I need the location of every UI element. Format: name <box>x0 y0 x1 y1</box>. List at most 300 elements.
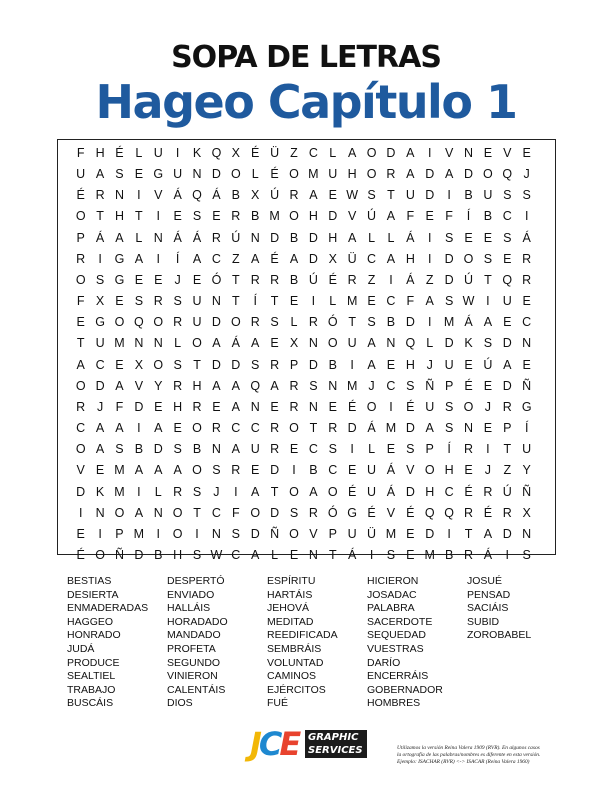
grid-letter: C <box>386 294 396 309</box>
grid-letter: S <box>212 463 221 478</box>
grid-letter: R <box>502 399 512 414</box>
grid-letter: Á <box>347 547 357 562</box>
grid-letter: Q <box>211 146 222 160</box>
grid-letter: T <box>270 294 279 309</box>
grid-letter: U <box>328 167 338 182</box>
grid-letter: D <box>308 251 318 266</box>
grid-letter: O <box>172 526 183 541</box>
grid-letter: X <box>251 188 260 203</box>
grid-letter: A <box>231 399 240 414</box>
grid-letter: T <box>484 272 492 287</box>
grid-letter: N <box>328 378 338 393</box>
grid-letter: T <box>232 272 240 287</box>
grid-letter: I <box>137 484 141 499</box>
grid-letter: L <box>426 336 434 351</box>
grid-letter: V <box>386 505 396 520</box>
grid-letter: N <box>153 336 163 351</box>
grid-letter: C <box>76 421 86 436</box>
grid-letter: S <box>115 442 124 457</box>
grid-letter: A <box>134 505 144 520</box>
word-list-item: CAMINOS <box>267 670 317 683</box>
grid-letter: N <box>308 336 318 351</box>
word-list-item: SEGUNDO <box>167 656 221 669</box>
grid-letter: É <box>328 272 337 287</box>
grid-letter: I <box>427 315 432 330</box>
grid-letter: O <box>114 315 125 330</box>
grid-letter: Á <box>192 230 202 245</box>
word-list-item: VOLUNTAD <box>267 656 324 669</box>
grid-letter: A <box>95 442 105 457</box>
grid-letter: C <box>308 146 318 160</box>
word-list-item: JOSUÉ <box>467 575 503 587</box>
grid-letter: T <box>309 421 318 436</box>
grid-letter: A <box>444 167 454 182</box>
grid-letter: A <box>289 251 299 266</box>
grid-letter: X <box>328 251 337 266</box>
grid-letter: Z <box>232 251 240 266</box>
grid-letter: F <box>406 294 415 309</box>
grid-letter: A <box>95 167 105 182</box>
grid-letter: É <box>347 484 357 499</box>
grid-letter: S <box>503 188 512 203</box>
grid-letter: T <box>348 315 356 330</box>
grid-letter: V <box>76 463 85 478</box>
grid-letter: D <box>328 209 338 224</box>
grid-letter: Q <box>502 272 513 287</box>
grid-letter: O <box>327 336 338 351</box>
grid-letter: H <box>425 484 435 499</box>
jce-graphic-services-logo <box>250 726 365 762</box>
grid-letter: R <box>192 399 202 414</box>
grid-letter: M <box>443 315 455 330</box>
grid-letter: M <box>114 336 125 351</box>
grid-letter: D <box>502 336 512 351</box>
grid-letter: H <box>444 463 454 478</box>
grid-letter: A <box>483 315 493 330</box>
grid-letter: M <box>114 484 125 499</box>
word-list-item: CALENTÁIS <box>167 683 226 696</box>
word-list-item: VUESTRAS <box>367 642 424 655</box>
grid-letter: A <box>154 421 163 436</box>
grid-letter: L <box>135 230 143 245</box>
grid-letter: R <box>211 230 221 245</box>
grid-letter: I <box>311 294 316 309</box>
word-list-item: HAGGEO <box>67 615 114 628</box>
grid-letter: R <box>270 421 280 436</box>
grid-letter: A <box>425 421 434 436</box>
grid-letter: L <box>135 146 143 160</box>
grid-letter: R <box>173 378 183 393</box>
grid-letter: E <box>95 463 105 478</box>
grid-letter: B <box>289 272 299 287</box>
grid-letter: E <box>503 315 512 330</box>
grid-letter: V <box>154 188 163 203</box>
grid-letter: N <box>114 188 124 203</box>
grid-letter: A <box>251 251 260 266</box>
grid-letter: I <box>98 526 102 541</box>
grid-letter: E <box>134 272 144 287</box>
grid-letter: F <box>445 209 453 224</box>
grid-letter: O <box>250 505 261 520</box>
grid-letter: D <box>211 315 221 330</box>
grid-letter: H <box>95 146 105 160</box>
grid-letter: N <box>192 167 202 182</box>
grid-letter: E <box>154 399 163 414</box>
grid-letter: É <box>115 146 124 160</box>
grid-letter: B <box>464 188 473 203</box>
grid-letter: D <box>308 357 318 372</box>
grid-letter: G <box>114 251 125 266</box>
grid-letter: Ó <box>211 272 222 287</box>
logo-line-1: GRAPHIC <box>308 732 359 743</box>
grid-letter: R <box>270 272 280 287</box>
grid-letter: R <box>270 442 280 457</box>
grid-letter: O <box>75 272 86 287</box>
grid-letter: S <box>95 272 105 287</box>
grid-letter: T <box>135 209 143 224</box>
grid-letter: I <box>427 146 432 160</box>
grid-letter: A <box>231 442 240 457</box>
grid-letter: A <box>76 357 85 372</box>
grid-letter: I <box>350 357 354 372</box>
letter-grid <box>71 143 536 566</box>
grid-letter: O <box>153 315 164 330</box>
grid-letter: E <box>76 315 85 330</box>
grid-letter: D <box>405 484 415 499</box>
grid-letter: G <box>153 167 164 182</box>
grid-letter: A <box>95 421 105 436</box>
grid-letter: B <box>328 357 337 372</box>
grid-letter: A <box>503 357 512 372</box>
grid-letter: N <box>308 547 318 562</box>
grid-letter: X <box>95 294 105 309</box>
grid-letter: A <box>406 167 415 182</box>
grid-letter: A <box>425 294 434 309</box>
grid-letter: D <box>444 336 454 351</box>
grid-letter: Ú <box>502 484 512 499</box>
grid-letter: T <box>387 188 395 203</box>
grid-letter: U <box>425 399 435 414</box>
word-list-item: HARTÁIS <box>267 588 313 601</box>
word-list-item: ENMADERADAS <box>67 602 149 615</box>
grid-letter: Í <box>175 251 180 266</box>
grid-letter: R <box>289 188 299 203</box>
word-list-item: REEDIFICADA <box>267 629 338 642</box>
grid-letter: R <box>463 442 474 457</box>
grid-letter: Ñ <box>522 378 532 393</box>
grid-letter: Q <box>502 167 513 182</box>
grid-letter: A <box>154 463 163 478</box>
grid-letter: L <box>387 230 395 245</box>
grid-letter: I <box>486 294 490 309</box>
grid-letter: A <box>309 484 318 499</box>
grid-letter: I <box>156 251 160 266</box>
grid-letter: S <box>173 294 182 309</box>
grid-letter: A <box>347 230 357 245</box>
grid-letter: O <box>463 399 474 414</box>
grid-letter: C <box>211 251 221 266</box>
grid-letter: E <box>289 547 299 562</box>
grid-letter: V <box>503 146 512 160</box>
grid-letter: E <box>386 442 396 457</box>
grid-letter: M <box>308 167 319 182</box>
grid-letter: R <box>173 484 183 499</box>
grid-letter: D <box>405 315 415 330</box>
grid-letter: N <box>463 421 474 436</box>
grid-letter: E <box>134 167 144 182</box>
grid-letter: H <box>173 399 183 414</box>
grid-letter: E <box>115 294 124 309</box>
grid-letter: S <box>444 230 454 245</box>
grid-letter: Q <box>192 188 202 203</box>
grid-letter: C <box>328 463 338 478</box>
logo-mark: JCE <box>250 725 299 763</box>
grid-letter: O <box>192 421 202 436</box>
grid-letter: A <box>386 251 396 266</box>
footnote-line-1: Utilizamos la versión Reina Valera 1909 (RVR). En algunos casos <box>397 745 540 751</box>
grid-letter: A <box>251 484 260 499</box>
grid-letter: H <box>405 357 415 372</box>
grid-letter: A <box>406 146 415 160</box>
grid-letter: N <box>308 399 318 414</box>
grid-letter: S <box>192 209 202 224</box>
grid-letter: R <box>522 272 532 287</box>
grid-letter: Ú <box>231 230 241 245</box>
grid-letter: P <box>289 357 299 372</box>
grid-letter: J <box>523 167 530 182</box>
grid-letter: A <box>231 378 240 393</box>
grid-letter: L <box>329 146 337 160</box>
grid-letter: U <box>192 294 202 309</box>
grid-letter: R <box>76 251 86 266</box>
grid-letter: T <box>232 294 240 309</box>
grid-letter: É <box>464 484 473 499</box>
grid-letter: L <box>271 547 279 562</box>
grid-letter: T <box>96 209 104 224</box>
word-list-item: PROFETA <box>167 642 216 655</box>
grid-letter: D <box>444 251 454 266</box>
grid-letter: S <box>251 357 260 372</box>
logo-line-2: SERVICES <box>308 745 363 756</box>
grid-letter: R <box>211 421 221 436</box>
word-list-item: HOMBRES <box>367 697 421 710</box>
grid-letter: S <box>192 484 202 499</box>
word-list-item: DIOS <box>167 697 193 710</box>
grid-letter: Á <box>386 484 396 499</box>
grid-letter: H <box>114 209 124 224</box>
grid-letter: T <box>328 547 337 562</box>
grid-letter: I <box>447 188 451 203</box>
grid-letter: R <box>386 167 396 182</box>
grid-letter: C <box>308 442 318 457</box>
grid-letter: É <box>76 547 85 562</box>
grid-letter: J <box>174 272 181 287</box>
grid-letter: L <box>368 442 376 457</box>
grid-letter: D <box>134 547 144 562</box>
grid-letter: É <box>367 505 376 520</box>
letter-grid-box <box>57 139 556 562</box>
grid-letter: I <box>427 251 432 266</box>
grid-letter: J <box>96 399 104 414</box>
grid-letter: D <box>153 442 163 457</box>
grid-letter: O <box>289 526 299 541</box>
grid-letter: O <box>192 463 202 478</box>
grid-letter: Á <box>386 463 396 478</box>
grid-letter: R <box>289 378 299 393</box>
grid-letter: O <box>327 484 338 499</box>
grid-letter: E <box>522 294 531 309</box>
word-list-item: SEQUEDAD <box>367 629 426 642</box>
grid-letter: N <box>95 505 105 520</box>
grid-letter: S <box>289 505 299 520</box>
grid-letter: S <box>270 315 279 330</box>
grid-letter: U <box>502 294 512 309</box>
word-list-item: HONRADO <box>67 629 121 642</box>
grid-letter: L <box>368 230 376 245</box>
word-list-item: GOBERNADOR <box>367 683 443 696</box>
grid-letter: X <box>231 146 240 160</box>
word-list-item: ENCERRÁIS <box>367 670 429 683</box>
grid-letter: Ó <box>327 505 338 520</box>
grid-letter: H <box>173 547 183 562</box>
grid-letter: O <box>424 463 435 478</box>
grid-letter: I <box>350 442 354 457</box>
grid-letter: O <box>230 167 241 182</box>
grid-letter: É <box>464 378 473 393</box>
grid-letter: Á <box>483 547 493 562</box>
grid-letter: R <box>308 505 318 520</box>
footnote-line-3: Ejemplo: ISACHAR (RVR) <-> ISACAR (Reina Valera 1960) <box>397 759 530 765</box>
grid-letter: M <box>269 209 280 224</box>
grid-letter: É <box>406 399 415 414</box>
grid-letter: A <box>115 230 124 245</box>
grid-letter: Q <box>250 378 261 393</box>
grid-letter: E <box>367 294 376 309</box>
grid-letter: Ú <box>367 209 377 224</box>
grid-letter: E <box>425 209 434 224</box>
grid-letter: D <box>270 505 280 520</box>
grid-letter: Ü <box>270 146 280 160</box>
word-list-item: TRABAJO <box>67 683 116 696</box>
grid-letter: B <box>444 547 454 562</box>
grid-letter: Á <box>464 315 473 330</box>
grid-letter: N <box>522 526 532 541</box>
word-list-item: SUBID <box>467 615 500 628</box>
grid-letter: N <box>250 230 260 245</box>
grid-letter: G <box>114 272 125 287</box>
grid-letter: E <box>328 188 337 203</box>
grid-letter: O <box>463 251 474 266</box>
grid-letter: O <box>230 315 241 330</box>
word-list-item: PALABRA <box>367 602 415 615</box>
grid-letter: S <box>192 547 202 562</box>
grid-letter: Í <box>524 421 529 436</box>
grid-letter: P <box>503 421 512 436</box>
grid-letter: D <box>347 421 357 436</box>
grid-letter: O <box>289 421 299 436</box>
grid-letter: O <box>483 167 493 182</box>
grid-letter: E <box>328 399 337 414</box>
grid-letter: I <box>427 230 432 245</box>
grid-letter: L <box>154 484 162 499</box>
grid-letter: I <box>195 526 199 541</box>
grid-letter: N <box>386 336 396 351</box>
grid-letter: O <box>75 378 86 393</box>
grid-letter: N <box>463 146 474 160</box>
grid-letter: R <box>231 463 241 478</box>
grid-letter: C <box>386 378 396 393</box>
grid-letter: I <box>524 209 529 224</box>
grid-letter: D <box>211 357 221 372</box>
grid-letter: S <box>406 442 415 457</box>
grid-letter: V <box>309 526 318 541</box>
grid-letter: A <box>251 336 260 351</box>
grid-letter: B <box>154 547 163 562</box>
grid-letter: E <box>406 526 415 541</box>
grid-letter: U <box>483 188 493 203</box>
grid-letter: D <box>76 484 86 499</box>
grid-letter: O <box>75 209 86 224</box>
grid-letter: R <box>231 209 241 224</box>
grid-letter: O <box>192 336 202 351</box>
grid-letter: L <box>251 167 259 182</box>
grid-letter: H <box>347 167 357 182</box>
grid-letter: Y <box>522 463 531 478</box>
grid-letter: N <box>211 294 221 309</box>
grid-letter: A <box>173 463 182 478</box>
grid-letter: P <box>115 526 124 541</box>
word-list-item: BESTIAS <box>67 575 112 587</box>
grid-letter: E <box>483 421 493 436</box>
grid-letter: I <box>389 399 393 414</box>
word-list-item: HALLÁIS <box>167 602 211 615</box>
grid-letter: E <box>522 146 531 160</box>
word-list-item: PENSAD <box>467 588 511 601</box>
grid-letter: U <box>367 484 377 499</box>
grid-letter: R <box>153 294 163 309</box>
grid-letter: J <box>213 484 220 499</box>
grid-letter: N <box>211 442 221 457</box>
grid-letter: C <box>522 315 532 330</box>
grid-letter: S <box>503 230 512 245</box>
word-list <box>67 575 567 711</box>
word-list-item: FUÉ <box>267 697 288 710</box>
grid-letter: R <box>463 505 474 520</box>
grid-letter: U <box>192 315 202 330</box>
grid-letter: Á <box>406 272 415 287</box>
grid-letter: S <box>328 442 337 457</box>
word-list-item: DESPERTÓ <box>167 575 225 587</box>
grid-letter: Á <box>522 230 531 245</box>
grid-letter: W <box>462 294 475 309</box>
grid-letter: U <box>347 336 357 351</box>
grid-letter: A <box>192 251 202 266</box>
grid-letter: U <box>153 146 163 160</box>
word-list-item: HORADADO <box>167 615 228 628</box>
grid-letter: B <box>231 188 240 203</box>
grid-letter: J <box>484 463 492 478</box>
grid-letter: I <box>292 463 296 478</box>
grid-letter: F <box>406 209 415 224</box>
grid-letter: H <box>405 251 415 266</box>
word-list-item: HICIERON <box>367 575 419 587</box>
grid-letter: D <box>134 399 144 414</box>
grid-letter: E <box>115 357 124 372</box>
grid-letter: S <box>367 188 376 203</box>
grid-letter: Q <box>134 315 144 330</box>
grid-letter: E <box>76 526 85 541</box>
word-list-item: PRODUCE <box>67 656 120 669</box>
